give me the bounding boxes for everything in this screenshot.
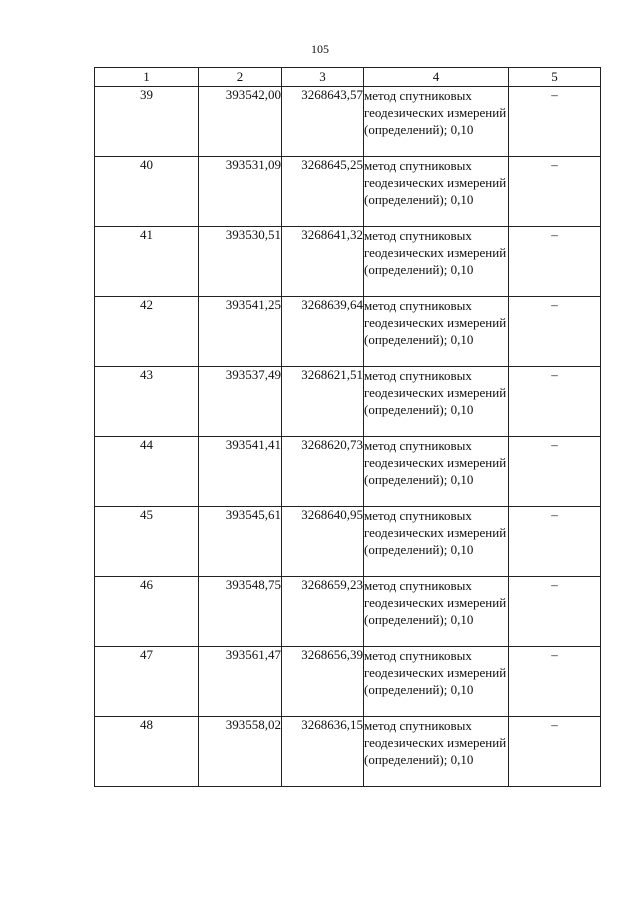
- table-header-row: [95, 68, 601, 87]
- method-cell: метод спутниковых геодезических измерений (определений); 0,10: [364, 297, 509, 367]
- header-cell-2: 2: [199, 68, 282, 87]
- note-cell: –: [509, 367, 601, 437]
- method-cell: метод спутниковых геодезических измерений (определений); 0,10: [364, 227, 509, 297]
- point-number-cell: 42: [95, 297, 199, 367]
- note-cell: –: [509, 437, 601, 507]
- note-cell: –: [509, 507, 601, 577]
- header-cell-5: 5: [509, 68, 601, 87]
- method-cell: метод спутниковых геодезических измерений (определений); 0,10: [364, 717, 509, 787]
- coordinate-y-cell: 3268656,39: [282, 647, 364, 717]
- table-row: [95, 367, 601, 437]
- coordinate-y-cell: 3268621,51: [282, 367, 364, 437]
- coordinate-x-cell: 393537,49: [199, 367, 282, 437]
- table-row: [95, 157, 601, 227]
- point-number-cell: 40: [95, 157, 199, 227]
- point-number-cell: 48: [95, 717, 199, 787]
- method-cell: метод спутниковых геодезических измерений (определений); 0,10: [364, 577, 509, 647]
- point-number-cell: 39: [95, 87, 199, 157]
- note-cell: –: [509, 647, 601, 717]
- coordinate-x-cell: 393545,61: [199, 507, 282, 577]
- table-row: [95, 647, 601, 717]
- coordinate-y-cell: 3268645,25: [282, 157, 364, 227]
- header-cell-4: 4: [364, 68, 509, 87]
- coordinate-y-cell: 3268659,23: [282, 577, 364, 647]
- method-cell: метод спутниковых геодезических измерений (определений); 0,10: [364, 367, 509, 437]
- point-number-cell: 41: [95, 227, 199, 297]
- coordinate-x-cell: 393541,25: [199, 297, 282, 367]
- coordinate-x-cell: 393530,51: [199, 227, 282, 297]
- table-body: [95, 87, 601, 787]
- table-row: [95, 717, 601, 787]
- table-row: [95, 297, 601, 367]
- table-row: [95, 87, 601, 157]
- note-cell: –: [509, 577, 601, 647]
- coordinate-y-cell: 3268641,32: [282, 227, 364, 297]
- method-cell: метод спутниковых геодезических измерений (определений); 0,10: [364, 87, 509, 157]
- coordinate-x-cell: 393558,02: [199, 717, 282, 787]
- coordinate-x-cell: 393542,00: [199, 87, 282, 157]
- page-number: 105: [311, 42, 329, 56]
- point-number-cell: 46: [95, 577, 199, 647]
- table-row: [95, 227, 601, 297]
- note-cell: –: [509, 87, 601, 157]
- table-row: [95, 577, 601, 647]
- note-cell: –: [509, 227, 601, 297]
- coordinate-x-cell: 393548,75: [199, 577, 282, 647]
- header-cell-1: 1: [95, 68, 199, 87]
- point-number-cell: 45: [95, 507, 199, 577]
- note-cell: –: [509, 297, 601, 367]
- point-number-cell: 44: [95, 437, 199, 507]
- coordinate-y-cell: 3268640,95: [282, 507, 364, 577]
- coordinate-x-cell: 393561,47: [199, 647, 282, 717]
- method-cell: метод спутниковых геодезических измерений (определений); 0,10: [364, 507, 509, 577]
- coordinate-y-cell: 3268620,73: [282, 437, 364, 507]
- header-cell-3: 3: [282, 68, 364, 87]
- coordinate-y-cell: 3268639,64: [282, 297, 364, 367]
- coordinate-x-cell: 393531,09: [199, 157, 282, 227]
- coordinates-table: [94, 67, 601, 787]
- table-row: [95, 507, 601, 577]
- note-cell: –: [509, 157, 601, 227]
- coordinate-x-cell: 393541,41: [199, 437, 282, 507]
- method-cell: метод спутниковых геодезических измерений (определений); 0,10: [364, 437, 509, 507]
- point-number-cell: 43: [95, 367, 199, 437]
- note-cell: –: [509, 717, 601, 787]
- method-cell: метод спутниковых геодезических измерений (определений); 0,10: [364, 647, 509, 717]
- coordinate-y-cell: 3268643,57: [282, 87, 364, 157]
- point-number-cell: 47: [95, 647, 199, 717]
- table-row: [95, 437, 601, 507]
- coordinate-y-cell: 3268636,15: [282, 717, 364, 787]
- method-cell: метод спутниковых геодезических измерений (определений); 0,10: [364, 157, 509, 227]
